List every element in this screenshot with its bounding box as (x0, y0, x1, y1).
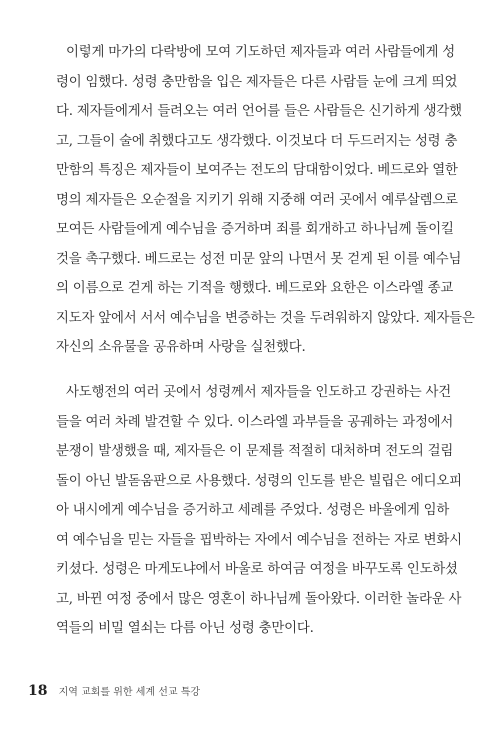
text-line: 고, 그들이 술에 취했다고도 생각했다. 이것보다 더 두드러지는 성령 충 (56, 133, 458, 149)
text-line: 다. 제자들에게서 들려오는 여러 언어를 들은 사람들은 신기하게 생각했 (56, 104, 462, 119)
text-line: 령이 임했다. 성령 충만함을 입은 제자들은 다른 사람들 눈에 크게 띄었 (56, 74, 458, 90)
text-line: 의 이름으로 걷게 하는 기적을 행했다. 베드로와 요한은 이스라엘 종교 (56, 281, 454, 296)
text-line: 아 내시에게 예수님을 증거하고 세례를 주었다. 성령은 바울에게 임하 (56, 503, 450, 518)
page-number: 18 (28, 683, 48, 699)
text-line: 역들의 비밀 열쇠는 다름 아닌 성령 충만이다. (56, 621, 314, 636)
text-line: 사도행전의 여러 곳에서 성령께서 제자들을 인도하고 강권하는 사건 (66, 385, 451, 400)
text-line: 돌이 아닌 발돋움판으로 사용했다. 성령의 인도를 받은 빌립은 에디오피 (56, 473, 462, 489)
text-line: 키셨다. 성령은 마게도냐에서 바울로 하여금 여정을 바꾸도록 인도하셨 (56, 562, 458, 577)
running-title: 지역 교회를 위한 세계 선교 특강 (58, 687, 201, 698)
text-line: 이렇게 마가의 다락방에 모여 기도하던 제자들과 여러 사람들에게 성 (66, 45, 456, 60)
text-line: 여 예수님을 믿는 자들을 핍박하는 자에서 예수님을 전하는 자로 변화시 (56, 532, 462, 548)
text-line: 것을 촉구했다. 베드로는 성전 미문 앞의 나면서 못 걷게 된 이를 예수님 (56, 251, 462, 267)
text-line: 분쟁이 발생했을 때, 제자들은 이 문제를 적절히 대처하며 전도의 걸림 (56, 444, 454, 459)
page-footer (28, 680, 200, 700)
text-line: 모여든 사람들에게 예수님을 증거하며 죄를 회개하고 하나님께 돌이킬 (56, 222, 454, 237)
paragraph-2 (56, 378, 462, 644)
paragraph-1 (56, 38, 475, 363)
text-line: 명의 제자들은 오순절을 지키기 위해 지중해 여러 곳에서 예루살렘으로 (56, 192, 458, 208)
text-line: 고, 바뀐 여정 중에서 많은 영혼이 하나님께 돌아왔다. 이러한 놀라운 사 (56, 591, 462, 607)
text-line: 만함의 특징은 제자들이 보여주는 전도의 담대함이었다. 베드로와 열한 (56, 163, 458, 178)
text-line: 지도자 앞에서 서서 예수님을 변증하는 것을 두려워하지 않았다. 제자들은 (56, 310, 475, 326)
text-line: 자신의 소유물을 공유하며 사랑을 실천했다. (56, 340, 306, 355)
text-line: 들을 여러 차례 발견할 수 있다. 이스라엘 과부들을 공궤하는 과정에서 (56, 414, 454, 430)
